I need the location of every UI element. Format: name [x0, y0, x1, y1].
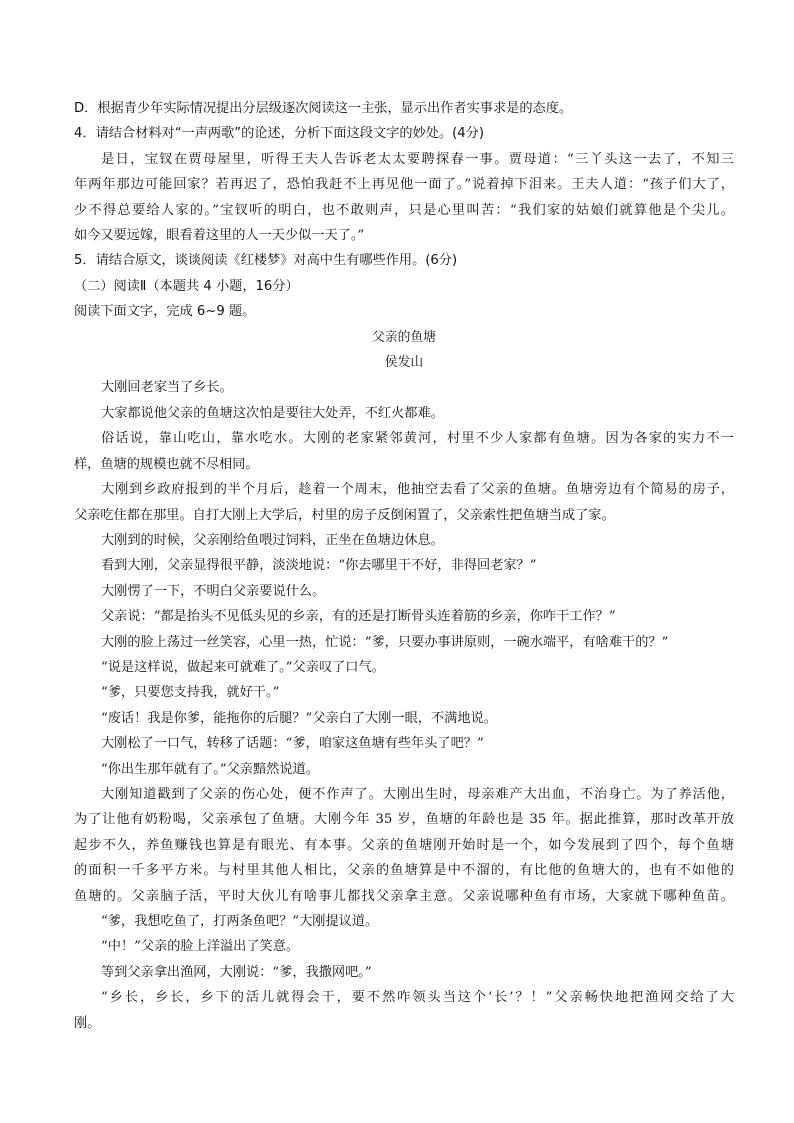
passage-line: 如今又要远嫁，眼看着这里的人一天少似一天了。” [74, 228, 365, 244]
passage-line: 少不得总要给人家的。”宝钗听的明白，也不敢则声，只是心里叫苦：“我们家的姑娘们就算他是个尖儿。 [74, 202, 734, 218]
story-title: 父亲的鱼塘 [372, 329, 436, 345]
story-line: “爹，只要您支持我，就好干。” [101, 685, 280, 701]
story-line: 大家都说他父亲的鱼塘这次怕是要往大处弄，不红火都难。 [101, 405, 444, 421]
story-line: 大刚的脸上荡过一丝笑容，心里一热，忙说：“爹，只要办事讲原则，一碗水端平，有啥难干的？” [101, 634, 669, 650]
passage-line: 年两年那边可能回家？若再迟了，恐怕我赶不上再见他一面了。”说着掉下泪来。王夫人道：“孩子们大了， [74, 177, 734, 193]
story-author: 侯发山 [384, 355, 424, 371]
section-heading: （二）阅读Ⅱ（本题共 4 小题，16分） [74, 278, 299, 294]
story-line: 样，鱼塘的规模也就不尽相同。 [74, 456, 259, 472]
story-line: 大刚到乡政府报到的半个月后，趁着一个周末，他抽空去看了父亲的鱼塘。鱼塘旁边有个简易的房子， [101, 482, 734, 498]
story-line: 大刚到的时候，父亲刚给鱼喂过饲料，正坐在鱼塘边休息。 [101, 532, 444, 548]
question-5: 5．请结合原文，谈谈阅读《红楼梦》对高中生有哪些作用。(6分) [74, 253, 458, 269]
story-line: 刚。 [74, 1015, 101, 1031]
story-line: 起步不久，养鱼赚钱也算是有眼光、有本事。父亲的鱼塘刚开始时是一个，如今发展到了四个，每个鱼塘 [74, 837, 734, 853]
story-line: 的面积一千多平方米。与村里其他人相比，父亲的鱼塘算是中不溜的，有比他的鱼塘大的，也有不如他的 [74, 863, 734, 879]
story-line: 大刚知道戳到了父亲的伤心处，便不作声了。大刚出生时，母亲难产大出血，不治身亡。为了养活他， [101, 786, 734, 802]
reading-instruction: 阅读下面文字，完成 6~9 题。 [74, 304, 256, 320]
story-line: 大刚回老家当了乡长。 [101, 380, 233, 396]
story-line: “中！”父亲的脸上洋溢出了笑意。 [101, 939, 300, 955]
story-line: 为了让他有奶粉喝，父亲承包了鱼塘。大刚今年 35 岁，鱼塘的年龄也是 35 年。据此推算，那时改革开放 [74, 812, 734, 828]
story-line: 俗话说，靠山吃山，靠水吃水。大刚的老家紧邻黄河，村里不少人家都有鱼塘。因为各家的实力不一 [101, 431, 734, 447]
question-4-passage [74, 147, 734, 249]
story-line: “废话！我是你爹，能拖你的后腿？”父亲白了大刚一眼，不满地说。 [101, 710, 497, 726]
passage-line: 是日，宝钗在贾母屋里，听得王夫人告诉老太太要聘探春一事。贾母道：“三丫头这一去了，不知三 [101, 151, 734, 167]
story-line: “爹，我想吃鱼了，打两条鱼吧？”大刚提议道。 [101, 914, 379, 929]
question-4: 4．请结合材料对“一声两歌”的论述，分析下面这段文字的妙处。(4分) [74, 126, 484, 142]
story-line: 父亲吃住都在那里。自打大刚上大学后，村里的房子反倒闲置了，父亲索性把鱼塘当成了家。 [74, 507, 615, 523]
story-line: 看到大刚，父亲显得很平静，淡淡地说：“你去哪里干不好，非得回老家？” [101, 558, 537, 574]
story-line: 等到父亲拿出渔网，大刚说：“爹，我撒网吧。” [101, 964, 372, 980]
story-line: “你出生那年就有了。”父亲黯然说道。 [101, 761, 319, 777]
option-d: D．根据青少年实际情况提出分层级逐次阅读这一主张，显示出作者实事求是的态度。 [74, 101, 573, 116]
story-line: 父亲说：“都是抬头不见低头见的乡亲，有的还是打断骨头连着筋的乡亲，你咋干工作？” [101, 609, 616, 625]
story-body [74, 375, 734, 1036]
story-line: “乡长，乡长，乡下的活儿就得会干，要不然咋领头当这个‘长’？！”父亲畅快地把渔网交给了大 [101, 990, 734, 1006]
story-line: “说是这样说，做起来可就难了。”父亲叹了口气。 [101, 659, 385, 675]
story-line: 大刚松了一口气，转移了话题：“爹，咱家这鱼塘有些年头了吧？” [101, 736, 484, 752]
story-line: 鱼塘的。父亲脑子活，平时大伙儿有啥事儿都找父亲拿主意。父亲说哪种鱼有市场，大家就下哪种鱼苗。 [74, 888, 734, 904]
story-line: 大刚愣了一下，不明白父亲要说什么。 [101, 583, 326, 599]
